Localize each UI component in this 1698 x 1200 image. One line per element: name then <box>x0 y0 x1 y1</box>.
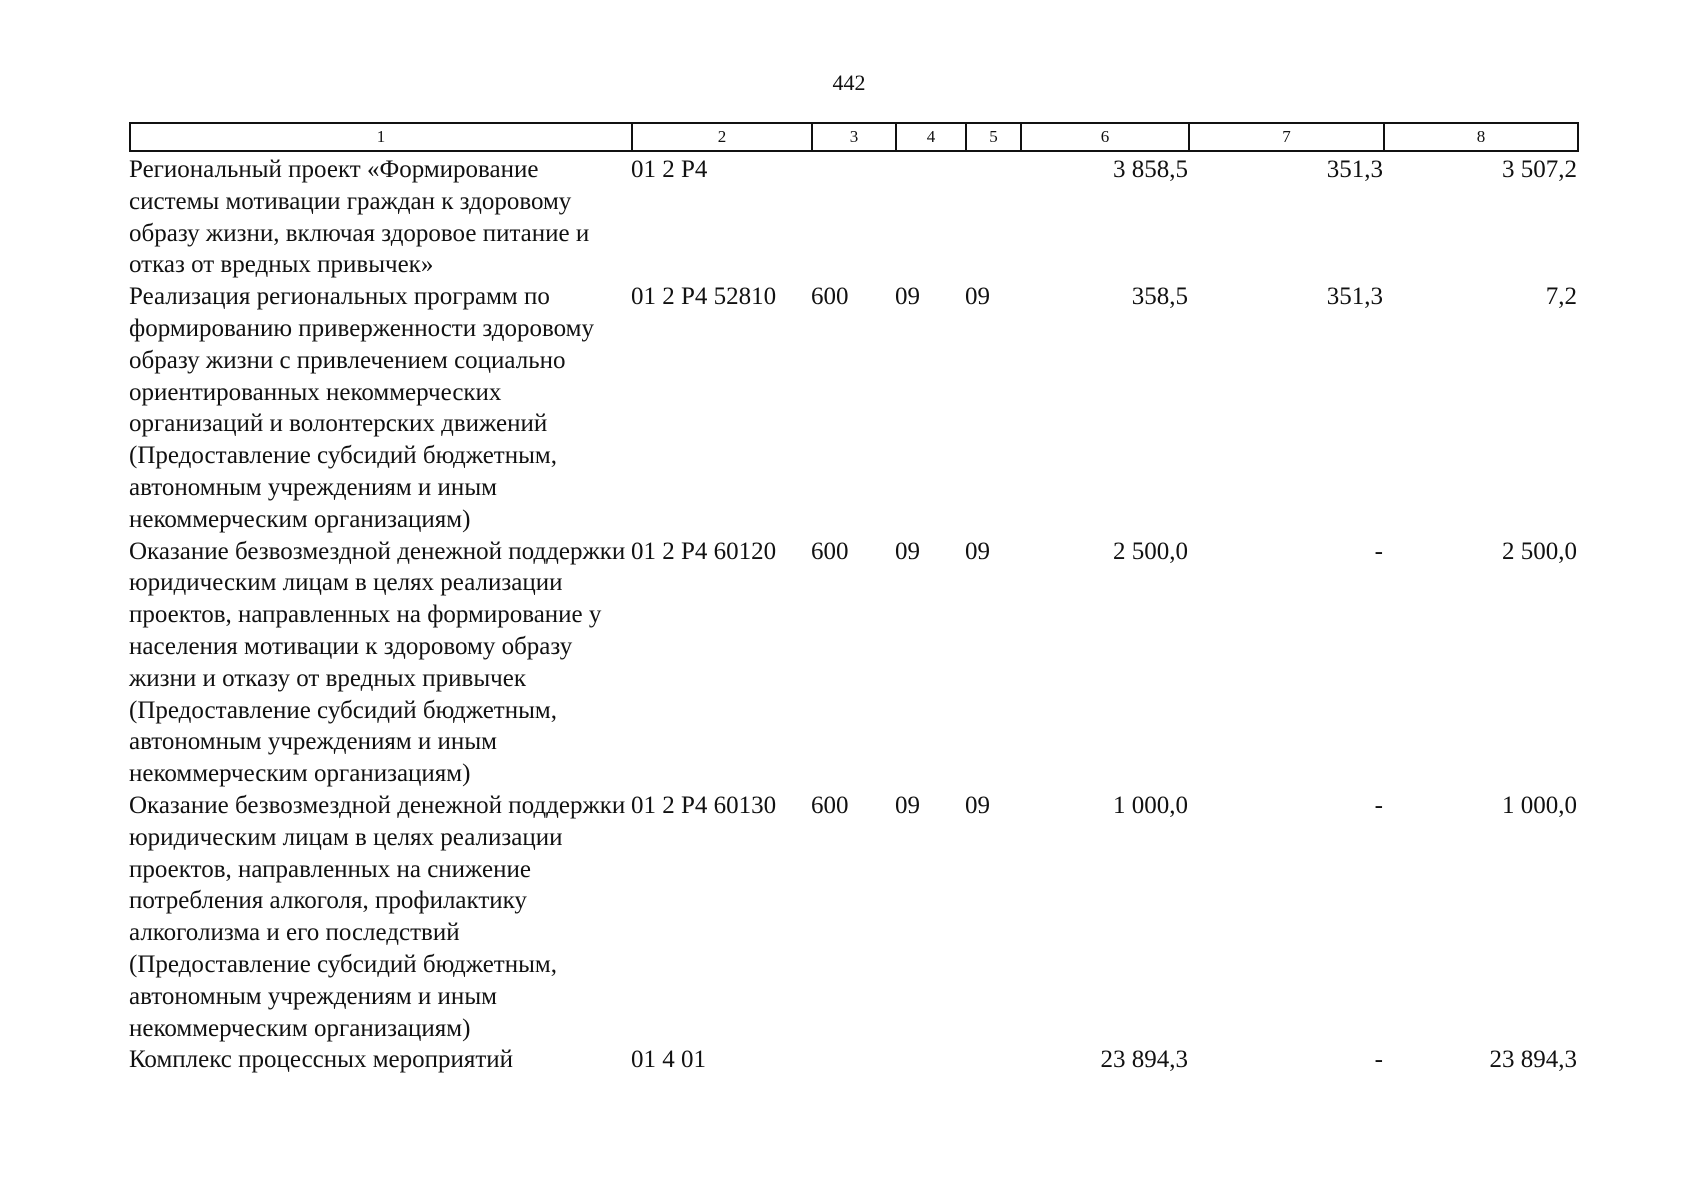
row-rz: 09 <box>895 791 920 819</box>
row-pr: 09 <box>965 537 990 565</box>
column-number-header <box>129 122 1579 152</box>
row-code: 01 2 P4 52810 <box>631 283 777 311</box>
row-name: Комплекс процессных мероприятий <box>129 1046 514 1074</box>
row-name: Оказание безвозмездной денежной поддержки юридическим лицам в целях реализации проектов, направленных на снижение потребления алкоголя, профилактику алкоголизма и его последствий (Предоставление субсидий бюджетным, автономным учреждениям и иным некоммерческим организациям) <box>129 791 626 1042</box>
row-total: 2 500,0 <box>1113 537 1188 565</box>
header-col-7: 7 <box>1189 123 1384 151</box>
row-regional: 2 500,0 <box>1502 537 1577 565</box>
row-regional: 23 894,3 <box>1489 1046 1577 1074</box>
row-total: 1 000,0 <box>1113 791 1188 819</box>
row-regional: 3 507,2 <box>1502 156 1577 183</box>
row-rz: 09 <box>895 283 920 311</box>
page-number: 442 <box>832 70 866 95</box>
row-regional: 1 000,0 <box>1502 791 1577 819</box>
row-pr: 09 <box>965 283 990 311</box>
row-regional: 7,2 <box>1545 283 1577 311</box>
header-col-3: 3 <box>812 123 896 151</box>
row-vr: 600 <box>811 537 849 565</box>
table-row <box>129 281 1577 535</box>
header-col-1: 1 <box>130 123 632 151</box>
table-row <box>129 790 1577 1044</box>
table-row <box>129 1044 1577 1076</box>
row-federal: 351,3 <box>1326 283 1383 311</box>
table-row <box>129 154 1577 281</box>
row-federal: - <box>1374 537 1383 565</box>
header-col-4: 4 <box>896 123 966 151</box>
row-total: 23 894,3 <box>1100 1046 1188 1074</box>
row-total: 3 858,5 <box>1113 156 1188 183</box>
row-code: 01 4 01 <box>631 1046 706 1074</box>
row-name: Оказание безвозмездной денежной поддержки юридическим лицам в целях реализации проектов, направленных на формирование у населения мотивации к здоровому образу жизни и отказу от вредных привычек (Предоставление субсидий бюджетным, автономным учреждениям и иным некоммерческим организациям) <box>129 537 626 788</box>
header-col-5: 5 <box>966 123 1021 151</box>
row-name: Реализация региональных программ по формированию приверженности здоровому образу жизни с привлечением социально ориентированных некоммерческих организаций и волонтерских движений (Предоставление субсидий бюджетным, автономным учреждениям и иным некоммерческим организациям) <box>129 283 594 533</box>
row-pr: 09 <box>965 791 990 819</box>
budget-table-body <box>129 154 1577 1076</box>
row-federal: - <box>1374 1046 1383 1074</box>
header-col-8: 8 <box>1384 123 1578 151</box>
header-col-2: 2 <box>632 123 812 151</box>
row-code: 01 2 P4 60130 <box>631 791 777 819</box>
row-vr: 600 <box>811 791 849 819</box>
row-code: 01 2 P4 <box>631 156 708 183</box>
row-name: Региональный проект «Формирование системы мотивации граждан к здоровому образу жизни, включая здоровое питание и отказ от вредных привычек» <box>129 156 590 279</box>
row-code: 01 2 P4 60120 <box>631 537 777 565</box>
row-rz: 09 <box>895 537 920 565</box>
row-federal: - <box>1374 791 1383 819</box>
header-col-6: 6 <box>1021 123 1189 151</box>
row-federal: 351,3 <box>1326 156 1383 183</box>
row-vr: 600 <box>811 283 849 311</box>
row-total: 358,5 <box>1131 283 1188 311</box>
table-row <box>129 536 1577 790</box>
